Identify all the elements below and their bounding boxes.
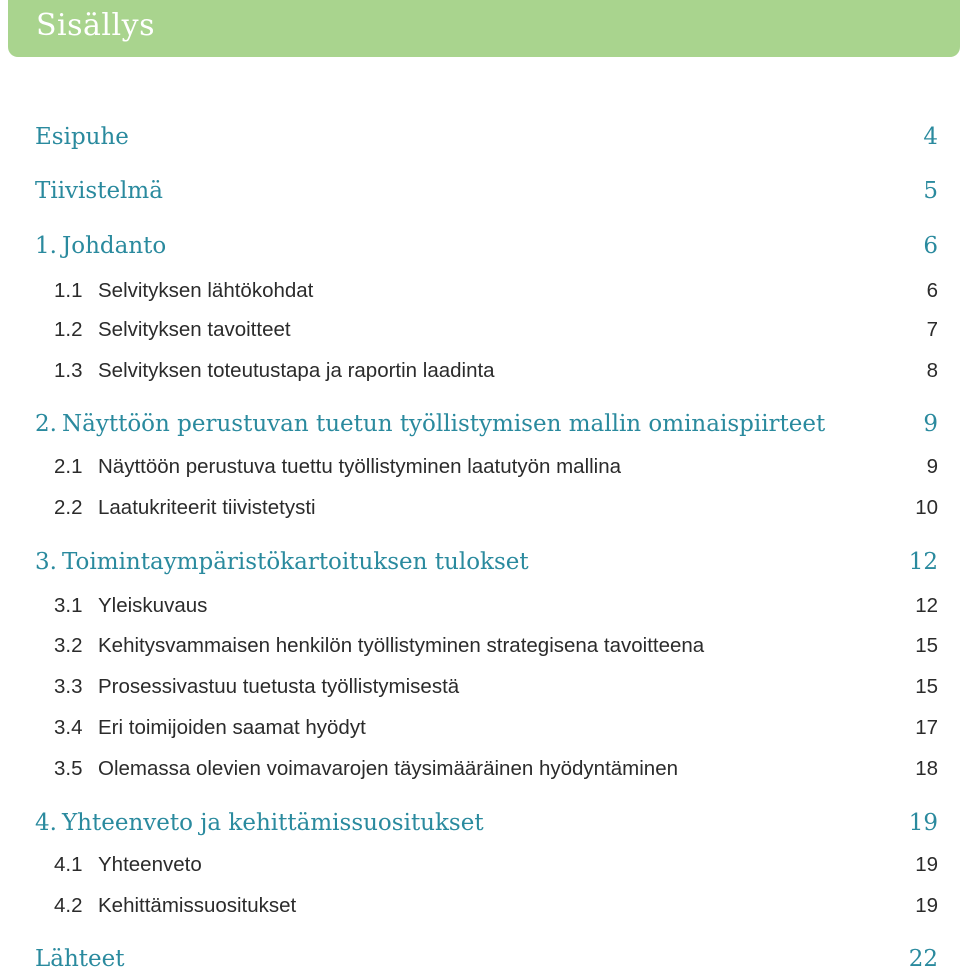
toc-page-number: 9 bbox=[923, 411, 938, 437]
toc-page-number: 6 bbox=[923, 233, 938, 259]
toc-section-number: 2.1 bbox=[54, 455, 83, 478]
toc-page-number: 6 bbox=[926, 279, 938, 302]
toc-entry-label: Kehittämissuositukset bbox=[98, 894, 297, 917]
toc-section-number: 4.1 bbox=[54, 853, 83, 876]
toc-section-1-2[interactable] bbox=[0, 318, 960, 348]
toc-chapter-4[interactable] bbox=[0, 810, 960, 840]
toc-entry-lahteet[interactable] bbox=[0, 946, 960, 976]
toc-section-number: 2.2 bbox=[54, 496, 83, 519]
toc-entry-label: Näyttöön perustuvan tuetun työllistymisen mallin ominaispiirteet bbox=[62, 411, 826, 437]
toc-section-number: 4.2 bbox=[54, 894, 83, 917]
toc-chapter-1[interactable] bbox=[0, 233, 960, 263]
toc-section-2-2[interactable] bbox=[0, 496, 960, 526]
toc-entry-label: Yhteenveto bbox=[98, 853, 202, 876]
toc-chapter-number: 4. bbox=[35, 810, 57, 836]
toc-entry-esipuhe[interactable] bbox=[0, 124, 960, 154]
toc-page-number: 4 bbox=[923, 124, 938, 150]
toc-section-number: 1.2 bbox=[54, 318, 83, 341]
toc-chapter-number: 1. bbox=[35, 233, 57, 259]
toc-entry-label: Eri toimijoiden saamat hyödyt bbox=[98, 716, 366, 739]
toc-section-3-1[interactable] bbox=[0, 594, 960, 624]
toc-entry-label: Prosessivastuu tuetusta työllistymisestä bbox=[98, 675, 460, 698]
toc-page-number: 5 bbox=[923, 178, 938, 204]
toc-section-2-1[interactable] bbox=[0, 455, 960, 485]
toc-entry-label: Tiivistelmä bbox=[35, 178, 163, 204]
toc-entry-label: Johdanto bbox=[62, 233, 167, 259]
toc-page-number: 17 bbox=[915, 716, 938, 739]
toc-page-number: 22 bbox=[908, 946, 938, 972]
toc-section-3-4[interactable] bbox=[0, 716, 960, 746]
toc-section-3-3[interactable] bbox=[0, 675, 960, 705]
page-title: Sisällys bbox=[36, 8, 155, 43]
toc-section-1-3[interactable] bbox=[0, 359, 960, 389]
toc-page-number: 9 bbox=[926, 455, 938, 478]
toc-chapter-2[interactable] bbox=[0, 411, 960, 441]
toc-entry-label: Selvityksen lähtökohdat bbox=[98, 279, 314, 302]
toc-page-number: 12 bbox=[908, 549, 938, 575]
toc-entry-label: Selvityksen tavoitteet bbox=[98, 318, 291, 341]
toc-section-number: 3.5 bbox=[54, 757, 83, 780]
toc-section-4-1[interactable] bbox=[0, 853, 960, 883]
toc-page-number: 10 bbox=[915, 496, 938, 519]
toc-chapter-number: 3. bbox=[35, 549, 57, 575]
toc-page-number: 8 bbox=[926, 359, 938, 382]
toc-entry-label: Esipuhe bbox=[35, 124, 129, 150]
toc-page-number: 15 bbox=[915, 675, 938, 698]
toc-entry-label: Näyttöön perustuva tuettu työllistyminen laatutyön mallina bbox=[98, 455, 622, 478]
toc-section-number: 1.1 bbox=[54, 279, 83, 302]
toc-chapter-3[interactable] bbox=[0, 549, 960, 579]
toc-chapter-number: 2. bbox=[35, 411, 57, 437]
toc-section-4-2[interactable] bbox=[0, 894, 960, 924]
toc-page-number: 19 bbox=[915, 853, 938, 876]
toc-page-number: 19 bbox=[908, 810, 938, 836]
toc-entry-label: Olemassa olevien voimavarojen täysimääräinen hyödyntäminen bbox=[98, 757, 678, 780]
toc-section-number: 3.4 bbox=[54, 716, 83, 739]
toc-page-number: 18 bbox=[915, 757, 938, 780]
toc-section-3-5[interactable] bbox=[0, 757, 960, 787]
toc-section-number: 1.3 bbox=[54, 359, 83, 382]
toc-entry-label: Laatukriteerit tiivistetysti bbox=[98, 496, 316, 519]
header-band bbox=[8, 0, 960, 57]
toc-page-number: 12 bbox=[915, 594, 938, 617]
toc-section-number: 3.1 bbox=[54, 594, 83, 617]
toc-entry-tiivistelma[interactable] bbox=[0, 178, 960, 208]
toc-entry-label: Kehitysvammaisen henkilön työllistyminen strategisena tavoitteena bbox=[98, 634, 705, 657]
toc-entry-label: Yhteenveto ja kehittämissuositukset bbox=[62, 810, 484, 836]
toc-page-number: 15 bbox=[915, 634, 938, 657]
toc-entry-label: Lähteet bbox=[35, 946, 125, 972]
toc-section-3-2[interactable] bbox=[0, 634, 960, 664]
toc-section-1-1[interactable] bbox=[0, 279, 960, 309]
toc-section-number: 3.3 bbox=[54, 675, 83, 698]
toc-entry-label: Yleiskuvaus bbox=[98, 594, 208, 617]
toc-section-number: 3.2 bbox=[54, 634, 83, 657]
toc-entry-label: Selvityksen toteutustapa ja raportin laadinta bbox=[98, 359, 495, 382]
toc-page-number: 19 bbox=[915, 894, 938, 917]
toc-entry-label: Toimintaympäristökartoituksen tulokset bbox=[62, 549, 529, 575]
toc-page-number: 7 bbox=[926, 318, 938, 341]
